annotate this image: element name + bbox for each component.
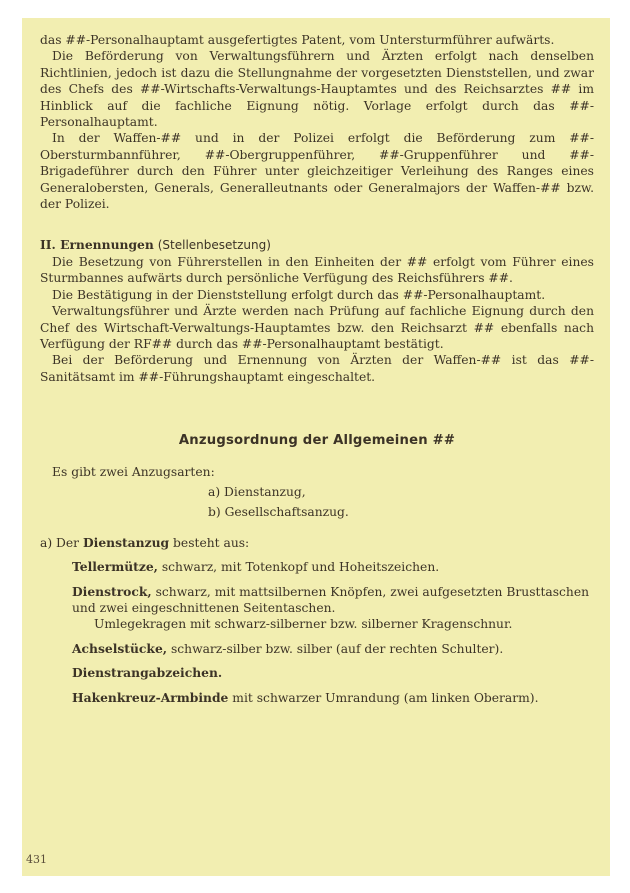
item-text: mit schwarzer Umrandung (am linken Oberarm). — [228, 690, 539, 705]
section-heading-sub: (Stellenbesetzung) — [157, 238, 271, 253]
item-text: schwarz-silber bzw. silber (auf der rechten Schulter). — [167, 641, 504, 656]
section-heading-ernennungen — [40, 237, 594, 253]
item-bold: Hakenkreuz-Armbinde — [72, 689, 229, 705]
page-number: 431 — [26, 852, 47, 866]
paragraph-3: In der Waffen-## und in der Polizei erfolgt die Beförderung zum ##-Obersturmbannführer, ##-Obergruppenführer, ##-Gruppenführer und ##-Brigadeführer durch den Führer unter gleichzeitiger Verleihung des Ranges eines Generalobersten, Generals, Generalleutnants oder Generalmajors der Waffen-## bzw. der Polizei. — [40, 131, 594, 212]
item-bold: Dienstrangabzeichen. — [72, 665, 223, 681]
book-page — [22, 18, 610, 876]
item-bold: Dienstrock, — [72, 583, 152, 599]
uniform-title: Anzugsordnung der Allgemeinen ## — [178, 433, 456, 449]
uniform-item — [40, 584, 594, 633]
uniform-intro: Es gibt zwei Anzugsarten: — [52, 464, 215, 479]
paragraph-6: Verwaltungsführer und Ärzte werden nach Prüfung auf fachliche Eignung durch den Chef des Wirtschaft-Verwaltungs-Hauptamtes bzw. den Reichsarzt ## ebenfalls nach Verfügung der RF## durch das ##-Personalhauptamt bestätigt. — [40, 304, 594, 351]
dienstanzug-bold: Dienstanzug — [82, 534, 170, 550]
uniform-type-b: b) Gesellschaftsanzug. — [208, 505, 349, 520]
uniform-item — [40, 665, 594, 681]
paragraph-4: Die Besetzung von Führerstellen in den Einheiten der ## erfolgt vom Führer eines Sturmbannes aufwärts durch persönliche Verfügung des Reichsführers ##. — [40, 254, 594, 286]
paragraph-2: Die Beförderung von Verwaltungsführern und Ärzten erfolgt nach denselben Richtlinien, jedoch ist dazu die Stellungnahme der vorgesetzten Dienststellen, und zwar des Chefs des ##-Wirtschafts-Verwaltungs-Hauptamtes und des Reichsarztes ## im Hinblick auf die fachliche Eignung nötig. Vorlage erfolgt durch das ##-Personalhauptamt. — [40, 49, 594, 130]
paragraph-1: das ##-Personalhauptamt ausgefertigtes Patent, vom Untersturmführer aufwärts. — [40, 33, 555, 47]
dienstanzug-prefix: a) Der — [40, 535, 80, 550]
paragraph-7: Bei der Beförderung und Ernennung von Ärzten der Waffen-## ist das ##-Sanitätsamt im ##-Führungshauptamt eingeschaltet. — [40, 353, 594, 384]
item-text: schwarz, mit mattsilbernen Knöpfen, zwei aufgesetzten Brusttaschen und zwei eingeschnittenen Seitentaschen. — [72, 584, 590, 615]
uniform-type-a: a) Dienstanzug, — [208, 484, 306, 499]
item-text: schwarz, mit Totenkopf und Hoheitszeichen. — [157, 560, 440, 575]
paragraph-5: Die Bestätigung in der Dienststellung erfolgt durch das ##-Personalhauptamt. — [52, 287, 546, 302]
dienstanzug-rest: besteht aus: — [173, 535, 250, 550]
dienstanzug-heading — [40, 535, 594, 551]
uniform-item — [40, 690, 594, 706]
item-bold: Achselstücke, — [72, 640, 168, 656]
uniform-item — [40, 641, 594, 657]
item-continuation: Umlegekragen mit schwarz-silberner bzw. silberner Kragenschnur. — [94, 617, 513, 632]
uniform-item — [40, 559, 594, 575]
item-bold: Tellermütze, — [72, 559, 158, 575]
section-heading-bold: II. Ernennungen — [40, 237, 154, 253]
